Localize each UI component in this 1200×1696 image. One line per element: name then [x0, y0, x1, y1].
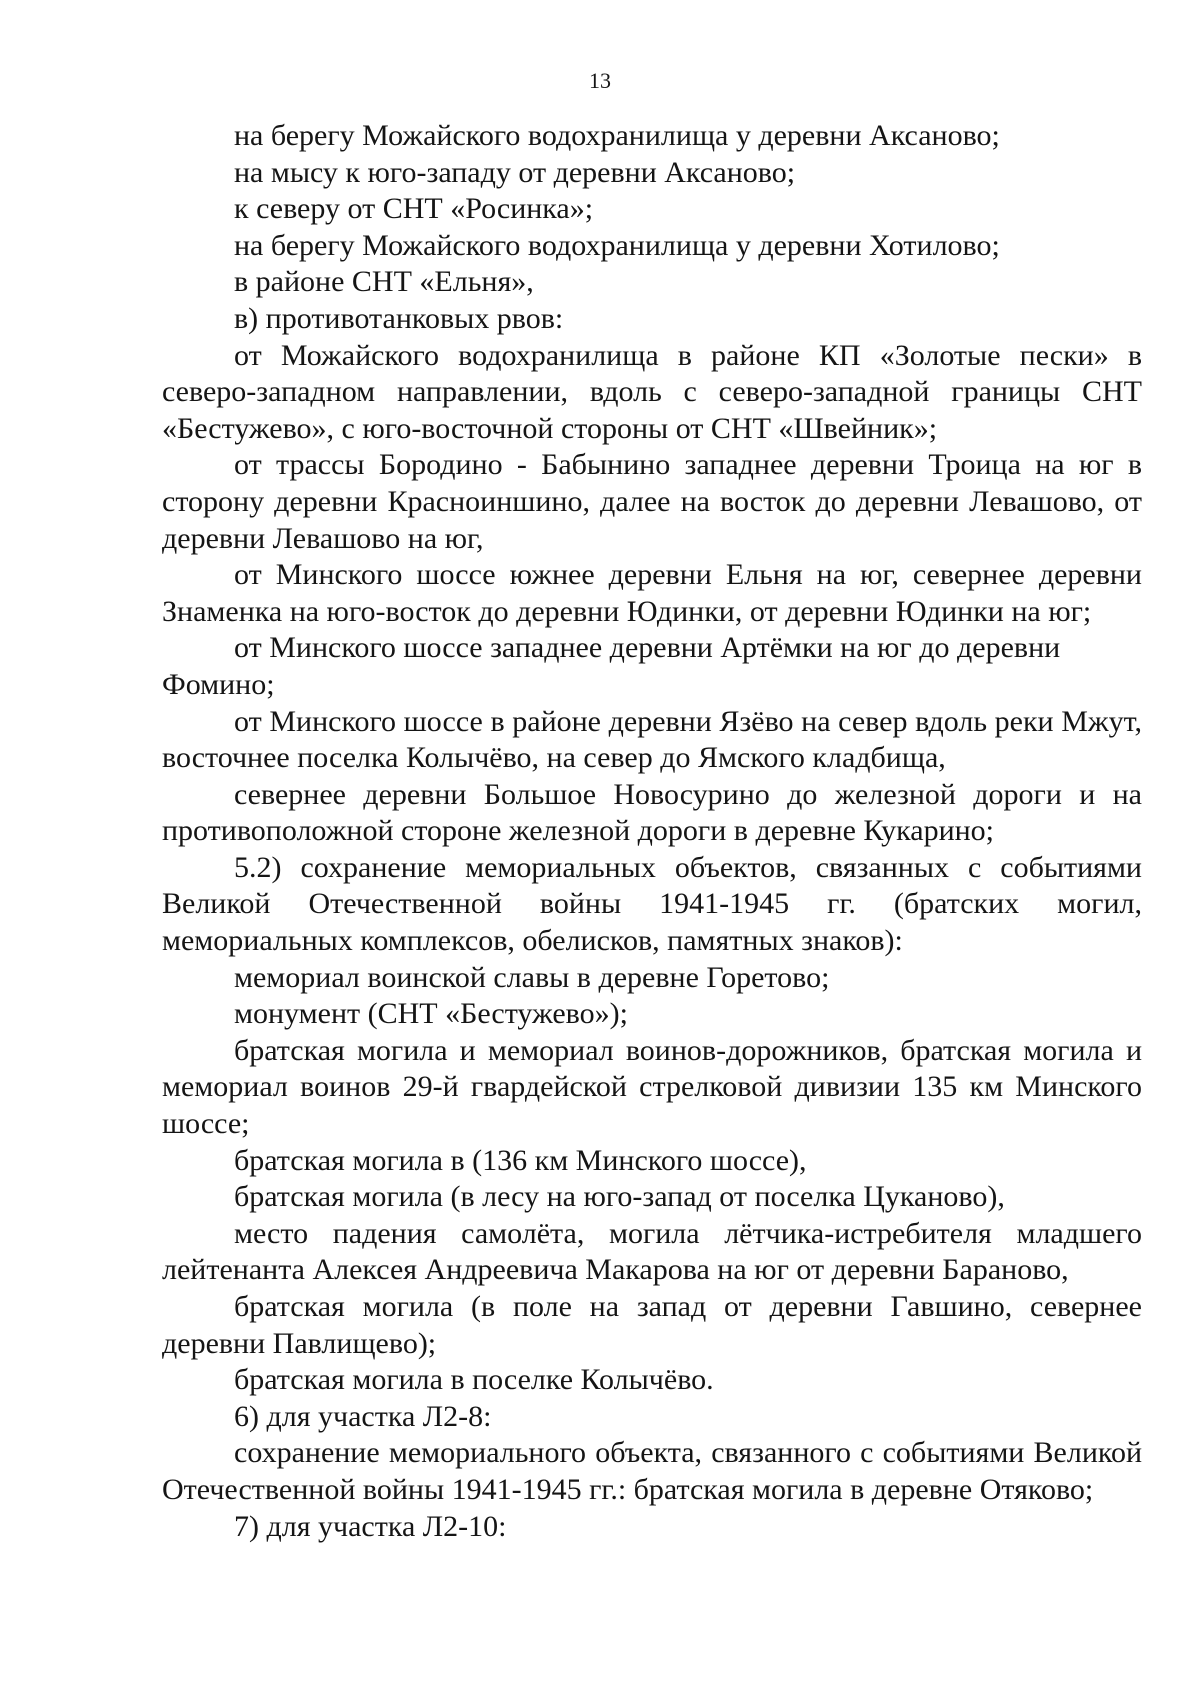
paragraph: монумент (СНТ «Бестужево»);: [234, 997, 628, 1031]
paragraph: на берегу Можайского водохранилища у деревни Хотилово;: [234, 228, 1000, 262]
paragraph: братская могила в поселке Колычёво.: [234, 1363, 714, 1397]
paragraph: 7) для участка Л2-10:: [234, 1509, 507, 1543]
paragraph: место падения самолёта, могила лётчика-истребителя младшего лейтенанта Алексея Андреевича Макарова на юг от деревни Бараново,: [162, 1216, 1142, 1287]
paragraph: в) противотанковых рвов:: [234, 301, 564, 335]
paragraph: от трассы Бородино - Бабынино западнее деревни Троица на юг в сторону деревни Красноиншино, далее на восток до деревни Левашово, от деревни Левашово на юг,: [162, 448, 1142, 555]
paragraph: братская могила в (136 км Минского шоссе),: [234, 1143, 807, 1177]
paragraph: от Минского шоссе южнее деревни Ельня на юг, севернее деревни Знаменка на юго-восток до деревни Юдинки, от деревни Юдинки на юг;: [162, 558, 1142, 628]
paragraph: братская могила и мемориал воинов-дорожников, братская могила и мемориал воинов 29-й гвардейской стрелковой дивизии 135 км Минского шоссе;: [162, 1033, 1142, 1141]
paragraph: 6) для участка Л2-8:: [234, 1399, 492, 1433]
document-body: [162, 118, 1142, 1545]
paragraph: севернее деревни Большое Новосурино до железной дороги и на противоположной стороне железной дороги в деревне Кукарино;: [162, 777, 1142, 848]
paragraph: в районе СНТ «Ельня»,: [234, 265, 534, 299]
paragraph: от Минского шоссе западнее деревни Артёмки на юг до деревни Фомино;: [162, 631, 1061, 701]
paragraph: к северу от СНТ «Росинка»;: [234, 192, 594, 226]
paragraph: на мысу к юго-западу от деревни Аксаново;: [234, 155, 796, 189]
paragraph: на берегу Можайского водохранилища у деревни Аксаново;: [234, 119, 1000, 152]
paragraph: 5.2) сохранение мемориальных объектов, связанных с событиями Великой Отечественной войны 1941-1945 гг. (братских могил, мемориальных комплексов, обелисков, памятных знаков):: [162, 850, 1142, 958]
paragraph: от Можайского водохранилища в районе КП «Золотые пески» в северо-западном направлении, вдоль с северо-западной границы СНТ «Бестужево», с юго-восточной стороны от СНТ «Швейник»;: [162, 338, 1142, 445]
paragraph: мемориал воинской славы в деревне Горетово;: [234, 960, 830, 994]
page-number: 13: [589, 68, 611, 93]
paragraph: братская могила (в лесу на юго-запад от поселка Цуканово),: [234, 1180, 1005, 1214]
paragraph: от Минского шоссе в районе деревни Язёво на север вдоль реки Мжут, восточнее поселка Колычёво, на север до Ямского кладбища,: [162, 704, 1142, 775]
paragraph: сохранение мемориального объекта, связанного с событиями Великой Отечественной войны 1941-1945 гг.: братская могила в деревне Отяково;: [162, 1436, 1142, 1506]
paragraph: братская могила (в поле на запад от деревни Гавшино, севернее деревни Павлищево);: [162, 1290, 1142, 1360]
